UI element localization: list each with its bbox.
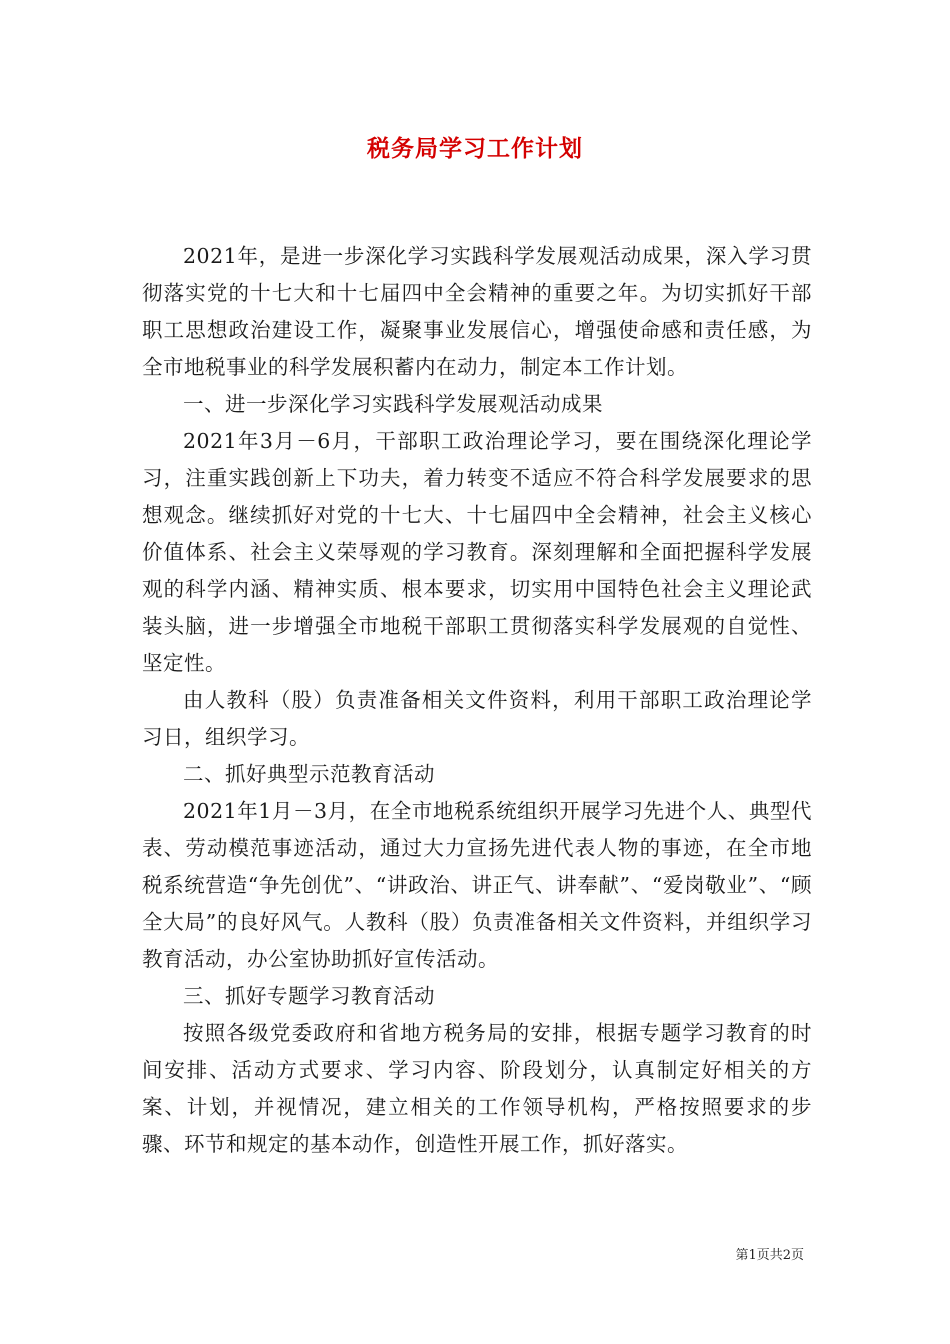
section-1-responsibility-paragraph: 由人教科（股）负责准备相关文件资料，利用干部职工政治理论学习日，组织学习。 — [142, 688, 812, 749]
section-1-paragraph: 2021年3月－6月，干部职工政治理论学习，要在围绕深化理论学习，注重实践创新上下功夫，着力转变不适应不符合科学发展要求的思想观念。继续抓好对党的十七大、十七届四中全会精神，社会主义核心价值体系、社会主义荣辱观的学习教育。深刻理解和全面把握科学发展观的科学内涵、精神实质、根本要求，切实用中国特色社会主义理论武装头脑，进一步增强全市地税干部职工贯彻落实科学发展观的自觉性、坚定性。 — [142, 429, 812, 675]
page-number-footer: 第1页共2页 — [735, 1248, 804, 1263]
section-heading-3: 三、抓好专题学习教育活动 — [183, 984, 435, 1008]
section-heading-1: 一、进一步深化学习实践科学发展观活动成果 — [183, 392, 603, 416]
document-title: 税务局学习工作计划 — [367, 135, 583, 162]
intro-paragraph: 2021年，是进一步深化学习实践科学发展观活动成果，深入学习贯彻落实党的十七大和十七届四中全会精神的重要之年。为切实抓好干部职工思想政治建设工作，凝聚事业发展信心，增强使命感和责任感，为全市地税事业的科学发展积蓄内在动力，制定本工作计划。 — [142, 244, 812, 379]
section-3-paragraph: 按照各级党委政府和省地方税务局的安排，根据专题学习教育的时间安排、活动方式要求、学习内容、阶段划分，认真制定好相关的方案、计划，并视情况，建立相关的工作领导机构，严格按照要求的步骤、环节和规定的基本动作，创造性开展工作，抓好落实。 — [142, 1021, 812, 1156]
document-body — [142, 238, 812, 1163]
section-heading-2: 二、抓好典型示范教育活动 — [183, 762, 435, 786]
section-2-paragraph: 2021年1月－3月，在全市地税系统组织开展学习先进个人、典型代表、劳动模范事迹活动，通过大力宣扬先进代表人物的事迹，在全市地税系统营造“争先创优”、“讲政治、讲正气、讲奉献”、“爱岗敬业”、“顾全大局”的良好风气。人教科（股）负责准备相关文件资料，并组织学习教育活动，办公室协助抓好宣传活动。 — [142, 799, 812, 971]
